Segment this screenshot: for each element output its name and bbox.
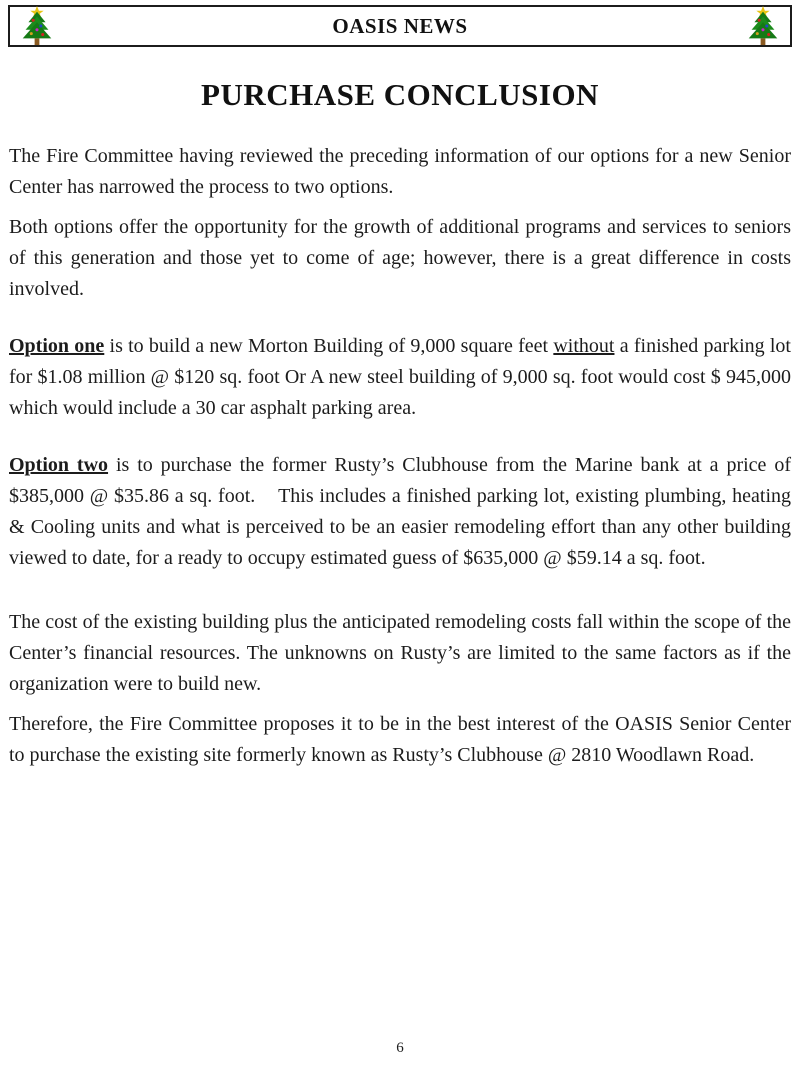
option-two-label: Option two: [9, 454, 109, 476]
article-title: PURCHASE CONCLUSION: [201, 77, 599, 112]
article-body: [0, 141, 800, 771]
paragraph-option-one: [9, 331, 791, 424]
paragraph-intro-1: The Fire Committee having reviewed the preceding information of our options for a new Senior Center has narrowed the process to two options.: [9, 145, 791, 198]
paragraph-closing-1: The cost of the existing building plus the anticipated remodeling costs fall within the scope of the Center’s financial resources. The unknowns on Rusty’s are limited to the same factors as if the organization were to build new.: [9, 611, 791, 695]
paragraph-intro-2: Both options offer the opportunity for the growth of additional programs and services to seniors of this generation and those yet to come of age; however, there is a great difference in costs involved.: [9, 216, 791, 300]
paragraph-option-two: [9, 450, 791, 574]
option-one-text-2: a finished parking lot for $1.08 million @ $120 sq. foot Or A new steel building of 9,000 sq. foot would cost $ 945,000 which would include a 30 car asphalt parking area.: [9, 335, 791, 419]
option-two-text: is to purchase the former Rusty’s Clubhouse from the Marine bank at a price of $385,000 @ $35.86 a sq. foot. This includes a finished parking lot, existing plumbing, heating & Cooling units and what is perceived to be an easier remodeling effort than any other building viewed to date, for a ready to occupy estimated guess of $635,000 @ $59.14 a sq. foot.: [9, 454, 792, 569]
christmas-tree-icon-left: [18, 7, 56, 45]
page-number: 6: [396, 1040, 404, 1056]
option-one-label: Option one: [9, 335, 105, 357]
option-one-underlined-word: without: [553, 335, 615, 357]
option-one-text-1: is to build a new Morton Building of 9,000 square feet: [104, 335, 554, 357]
paragraph-closing-2: Therefore, the Fire Committee proposes it to be in the best interest of the OASIS Senior Center to purchase the existing site formerly known as Rusty’s Clubhouse @ 2810 Woodlawn Road.: [9, 713, 791, 766]
christmas-tree-icon-right: [744, 7, 782, 45]
newsletter-title: OASIS NEWS: [332, 13, 468, 38]
masthead: [8, 5, 792, 47]
